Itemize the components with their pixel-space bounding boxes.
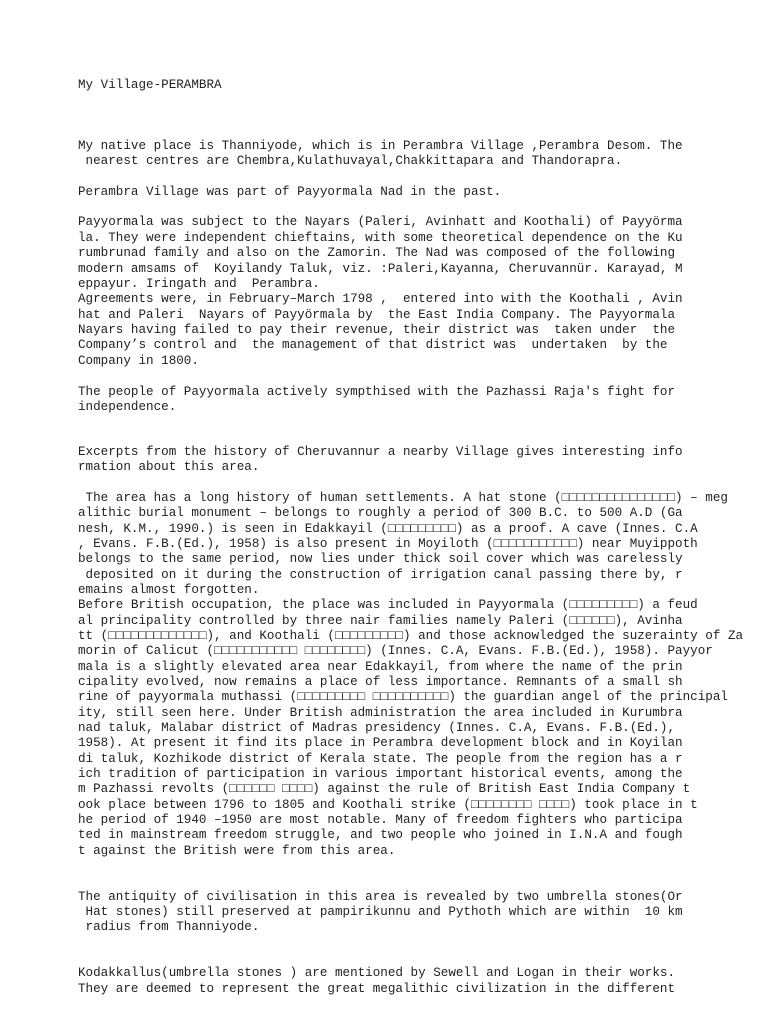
text-line: The antiquity of civilisation in this area is revealed by two umbrella stones(Or [78, 890, 683, 904]
text-line: he period of 1940 –1950 are most notable. Many of freedom fighters who participa [78, 813, 683, 827]
text-line: ted in mainstream freedom struggle, and two people who joined in I.N.A and fough [78, 828, 683, 842]
text-line: independence. [78, 400, 177, 414]
text-line: Kodakkallus(umbrella stones ) are mentioned by Sewell and Logan in their works. [78, 966, 676, 980]
text-line: alithic burial monument – belongs to roughly a period of 300 B.C. to 500 A.D (Ga [78, 506, 683, 520]
text-line: tt (□□□□□□□□□□□□□), and Koothali (□□□□□□□□□) and those acknowledged the suzerainty of Za [78, 629, 744, 643]
text-line: di taluk, Kozhikode district of Kerala state. The people from the region has a r [78, 752, 683, 766]
text-line: Company in 1800. [78, 354, 199, 368]
text-line: nad taluk, Malabar district of Madras presidency (Innes. C.A, Evans. F.B.(Ed.), [78, 721, 676, 735]
text-line: modern amsams of Koyilandy Taluk, viz. :Paleri,Kayanna, Cheruvannür. Karayad, M [78, 262, 683, 276]
text-line: deposited on it during the construction of irrigation canal passing there by, r [78, 568, 683, 582]
text-line: My native place is Thanniyode, which is in Perambra Village ,Perambra Desom. The [78, 139, 683, 153]
text-line: rumbrunad family and also on the Zamorin. The Nad was composed of the following [78, 246, 676, 260]
text-line: cipality evolved, now remains a place of less importance. Remnants of a small sh [78, 675, 683, 689]
text-line: ich tradition of participation in various important historical events, among the [78, 767, 683, 781]
text-line: rine of payyormala muthassi (□□□□□□□□□ □□□□□□□□□□) the guardian angel of the principal [78, 690, 728, 704]
text-line: Perambra Village was part of Payyormala Nad in the past. [78, 185, 502, 199]
text-line: mala is a slightly elevated area near Edakkayil, from where the name of the prin [78, 660, 683, 674]
text-line: The people of Payyormala actively sympthised with the Pazhassi Raja's fight for [78, 385, 676, 399]
text-line: Payyormala was subject to the Nayars (Paleri, Avinhatt and Koothali) of Payyörma [78, 215, 683, 229]
text-line: nesh, K.M., 1990.) is seen in Edakkayil (□□□□□□□□□) as a proof. A cave (Innes. C.A [78, 522, 698, 536]
text-line: Hat stones) still preserved at pampirikunnu and Pythoth which are within 10 km [78, 905, 683, 919]
text-line: rmation about this area. [78, 460, 260, 474]
text-line: belongs to the same period, now lies under thick soil cover which was carelessly [78, 552, 683, 566]
text-line: ity, still seen here. Under British administration the area included in Kurumbra [78, 706, 683, 720]
text-line: They are deemed to represent the great megalithic civilization in the different [78, 982, 676, 996]
text-line: 1958). At present it find its place in Perambra development block and in Koyilan [78, 736, 683, 750]
text-line: t against the British were from this area. [78, 844, 396, 858]
text-line: m Pazhassi revolts (□□□□□□ □□□□) against the rule of British East India Company t [78, 782, 691, 796]
text-line: morin of Calicut (□□□□□□□□□□□ □□□□□□□□) (Innes. C.A, Evans. F.B.(Ed.), 1958). Payyor [78, 644, 713, 658]
document-title: My Village-PERAMBRA [78, 78, 222, 92]
text-line: la. They were independent chieftains, with some theoretical dependence on the Ku [78, 231, 683, 245]
text-line: ook place between 1796 to 1805 and Koothali strike (□□□□□□□□ □□□□) took place in t [78, 798, 698, 812]
text-line: radius from Thanniyode. [78, 920, 260, 934]
text-line: Agreements were, in February–March 1798 , entered into with the Koothali , Avin [78, 292, 683, 306]
text-line: eppayur. Iringath and Perambra. [78, 277, 320, 291]
text-line: The area has a long history of human settlements. A hat stone (□□□□□□□□□□□□□□□) – meg [78, 491, 728, 505]
text-line: , Evans. F.B.(Ed.), 1958) is also present in Moyiloth (□□□□□□□□□□□) near Muyippoth [78, 537, 698, 551]
text-line: Nayars having failed to pay their revenue, their district was taken under the [78, 323, 676, 337]
text-line: emains almost forgotten. [78, 583, 260, 597]
text-line: hat and Paleri Nayars of Payyörmala by the East India Company. The Payyormala [78, 308, 676, 322]
text-line: Company’s control and the management of that district was undertaken by the [78, 338, 668, 352]
text-line: nearest centres are Chembra,Kulathuvayal,Chakkittapara and Thandorapra. [78, 154, 623, 168]
text-line: Excerpts from the history of Cheruvannur a nearby Village gives interesting info [78, 445, 683, 459]
text-line: Before British occupation, the place was included in Payyormala (□□□□□□□□□) a feud [78, 598, 698, 612]
text-line: al principality controlled by three nair families namely Paleri (□□□□□□), Avinha [78, 614, 683, 628]
